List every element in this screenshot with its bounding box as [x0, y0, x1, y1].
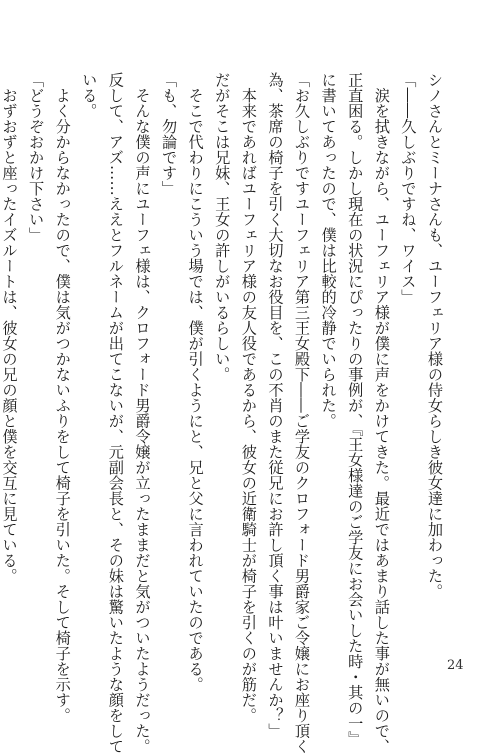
text-line: そこで代わりにこういう場では、僕が引くようにと、兄と父に言われていたのである。	[186, 72, 205, 692]
text-line: シノさんとミーナさんも、ユーフェリア様の侍女らしき彼女達に加わった。	[426, 72, 444, 599]
text-line: おずおずと座ったイズルートは、彼女の兄の顔と僕を交互に見ている。	[0, 72, 19, 584]
text-line: 涙を拭きながら、ユーフェリア様が僕に声をかけてきた。最近ではあまり話した事が無いので、	[372, 72, 391, 754]
text-line: いる。	[80, 72, 99, 119]
vertical-text-body	[0, 72, 448, 754]
text-line: 「どうぞおかけ下さい」	[27, 72, 46, 243]
text-line: 反して、アズ……ええとフルネームが出てこないが、元副会長と、その妹は驚いたような顔をして	[106, 72, 125, 754]
page-number: 24	[447, 658, 464, 673]
text-line: 為、茶席の椅子を引く大切なお役目を、この不肖のまた従兄にお許し頂く事は叶いませんか？」	[266, 72, 285, 739]
text-line: 「も、勿論です」	[160, 72, 179, 196]
text-line: 正直困る。しかし現在の状況にぴったりの事例が、『王女様達のご学友にお会いした時・其の一』	[346, 72, 365, 747]
text-line: 本来であればユーフェリア様の友人役であるから、彼女の近衛騎士が椅子を引くのが筋だ。	[239, 72, 258, 723]
text-line: 「お久しぶりですユーフェリア第三王女殿下――ご学友のクロフォード男爵家ご令嬢にお座り頂く	[293, 72, 312, 754]
text-line: そんな僕の声にユーフェ様は、クロフォード男爵令嬢が立ったままだと気がついたようだった。	[133, 72, 152, 754]
text-line: よく分からなかったので、僕は気がつかないふりをして椅子を引いた。そして椅子を示す。	[53, 72, 72, 723]
text-line: だがそこは兄妹、王女の許しがいるらしい。	[213, 72, 232, 382]
text-line: 「――久しぶりですね、ワイス」	[399, 72, 418, 305]
text-line: に書いてあったので、僕は比較的冷静でいられた。	[319, 72, 338, 429]
